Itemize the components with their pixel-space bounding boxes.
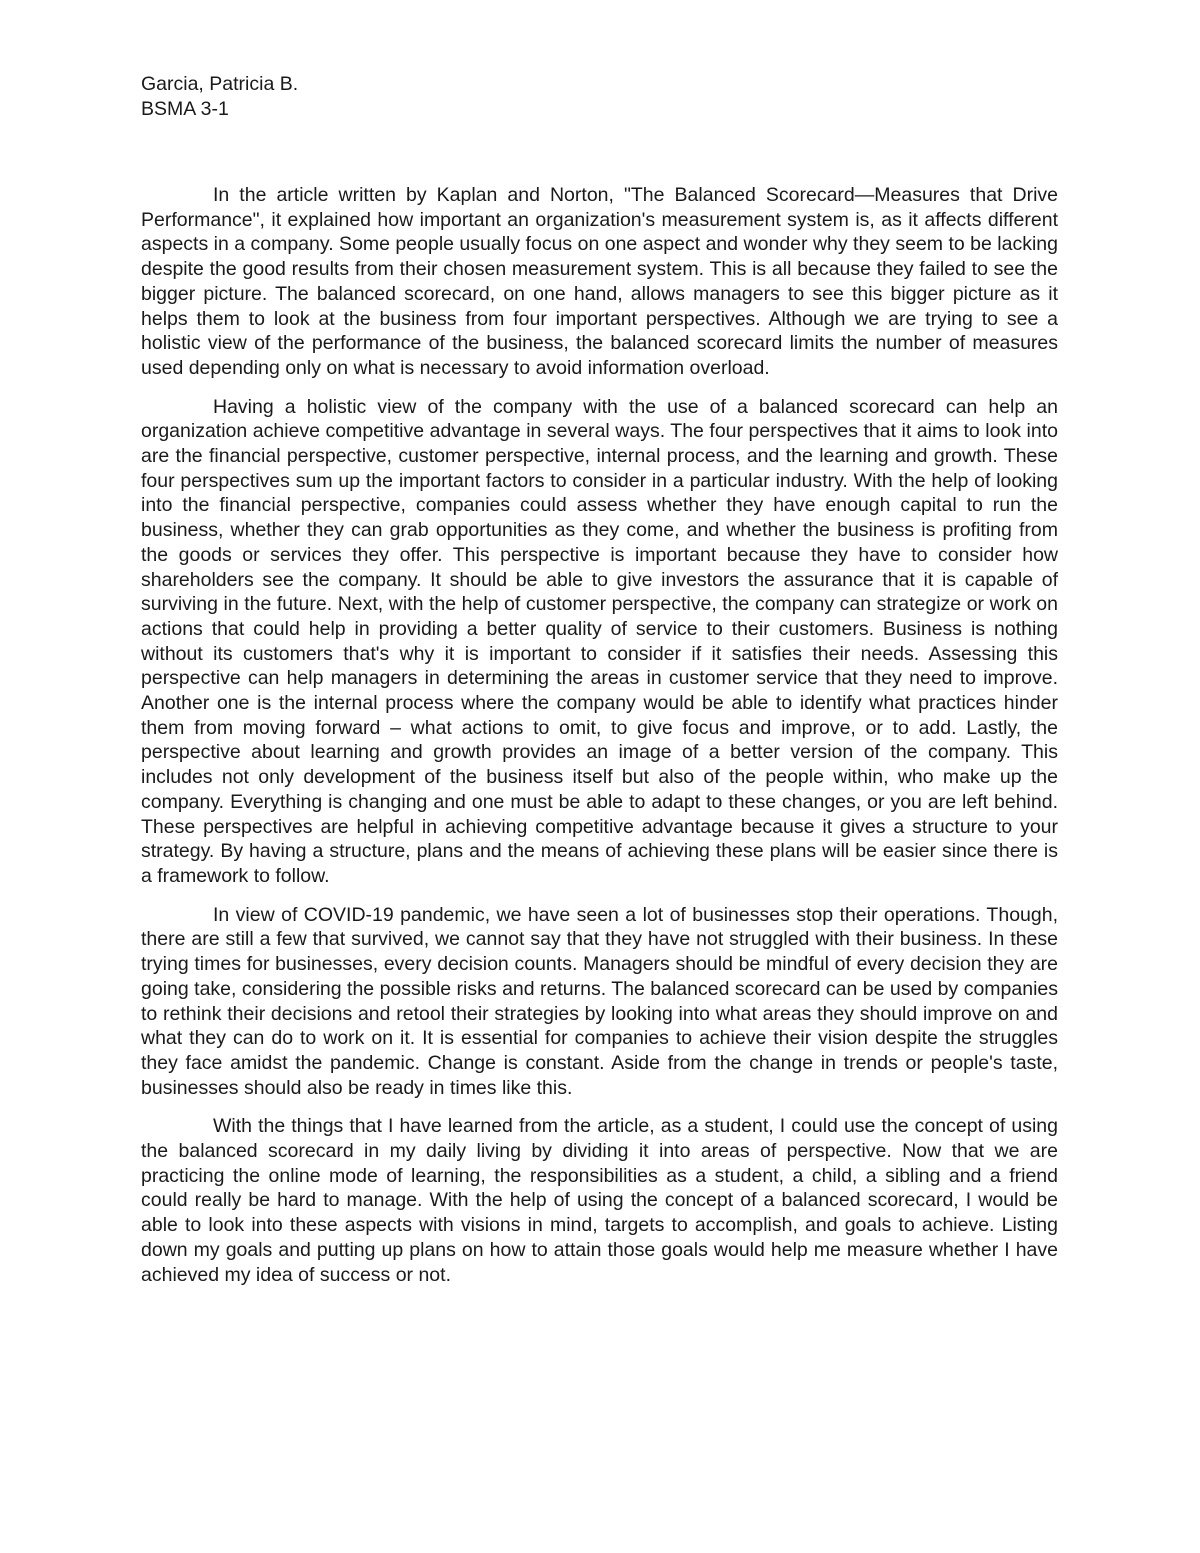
document-header — [141, 72, 298, 121]
paragraph-3: In view of COVID-19 pandemic, we have seen a lot of businesses stop their operations. Though, there are still a few that survived, we cannot say that they have not struggled with their business. In these trying times for businesses, every decision counts. Managers should be mindful of every decision they are going take, considering the possible risks and returns. The balanced scorecard can be used by companies to rethink their decisions and retool their strategies by looking into what areas they should improve on and what they can do to work on it. It is essential for companies to achieve their vision despite the struggles they face amidst the pandemic. Change is constant. Aside from the change in trends or people's taste, businesses should also be ready in times like this. — [141, 903, 1058, 1099]
author-name: Garcia, Patricia B. — [141, 73, 299, 95]
class-section: BSMA 3-1 — [141, 97, 229, 120]
document-body — [141, 183, 1058, 1301]
paragraph-1: In the article written by Kaplan and Norton, "The Balanced Scorecard—Measures that Drive Performance", it explained how important an organization's measurement system is, as it affects different aspects in a company. Some people usually focus on one aspect and wonder why they seem to be lacking despite the good results from their chosen measurement system. This is all because they failed to see the bigger picture. The balanced scorecard, on one hand, allows managers to see this bigger picture as it helps them to look at the business from four important perspectives. Although we are trying to see a holistic view of the performance of the business, the balanced scorecard limits the number of measures used depending only on what is necessary to avoid information overload. — [141, 184, 1058, 379]
paragraph-2: Having a holistic view of the company with the use of a balanced scorecard can help an organization achieve competitive advantage in several ways. The four perspectives that it aims to look into are the financial perspective, customer perspective, internal process, and the learning and growth. These four perspectives sum up the important factors to consider in a particular industry. With the help of looking into the financial perspective, companies could assess whether they have enough capital to run the business, whether they can grab opportunities as they come, and whether the business is profiting from the goods or services they offer. This perspective is important because they have to consider how shareholders see the company. It should be able to give investors the assurance that it is capable of surviving in the future. Next, with the help of customer perspective, the company can strategize or work on actions that could help in providing a better quality of service to their customers. Business is nothing without its customers that's why it is important to consider if it satisfies their needs. Assessing this perspective can help managers in determining the areas in customer service that they need to improve. Another one is the internal process where the company would be able to identify what practices hinder them from moving forward – what actions to omit, to give focus and improve, or to add. Lastly, the perspective about learning and growth provides an image of a better version of the company. This includes not only development of the business itself but also of the people within, who make up the company. Everything is changing and one must be able to adapt to these changes, or you are left behind. These perspectives are helpful in achieving competitive advantage because it gives a structure to your strategy. By having a structure, plans and the means of achieving these plans will be easier since there is a framework to follow. — [141, 395, 1058, 887]
paragraph-4: With the things that I have learned from the article, as a student, I could use the concept of using the balanced scorecard in my daily living by dividing it into areas of perspective. Now that we are practicing the online mode of learning, the responsibilities as a student, a child, a sibling and a friend could really be hard to manage. With the help of using the concept of a balanced scorecard, I would be able to look into these aspects with visions in mind, targets to accomplish, and goals to achieve. Listing down my goals and putting up plans on how to attain those goals would help me measure whether I have achieved my idea of success or not. — [141, 1115, 1058, 1286]
